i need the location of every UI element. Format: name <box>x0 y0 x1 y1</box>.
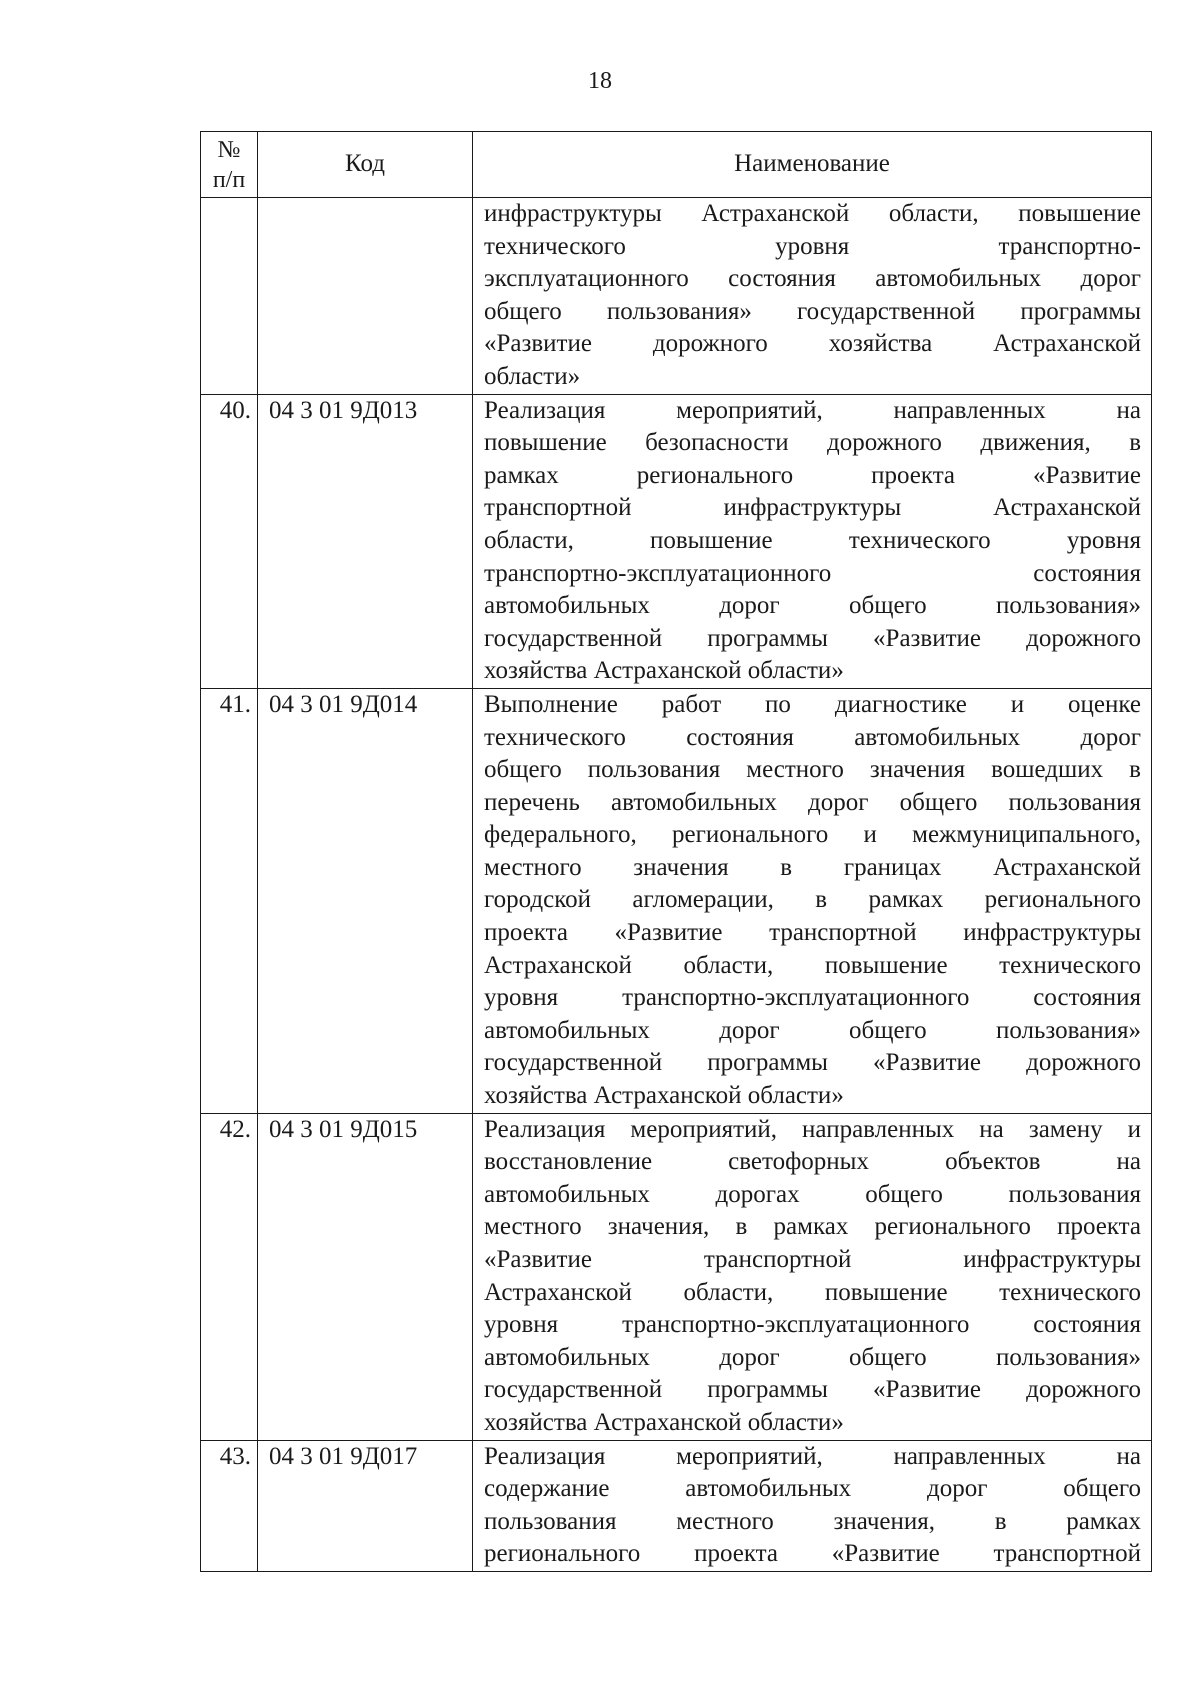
header-code: Код <box>258 132 473 198</box>
name-line: автомобильных дорог общего пользования» <box>484 592 1141 620</box>
table-row <box>201 198 1152 395</box>
name-line: Астраханской области, повышение технического <box>484 951 1141 979</box>
header-name: Наименование <box>473 132 1152 198</box>
name-line: «Развитие дорожного хозяйства Астраханской <box>484 330 1141 358</box>
header-number-symbol: № <box>217 136 241 163</box>
name-line: государственной программы «Развитие дорожного <box>484 1049 1141 1077</box>
name-line: инфраструктуры Астраханской области, повышение <box>484 200 1141 227</box>
name-line: области» <box>484 362 581 390</box>
name-line: транспортной инфраструктуры Астраханской <box>484 494 1141 522</box>
name-line: федерального, регионального и межмуниципального, <box>484 821 1141 849</box>
name-line: содержание автомобильных дорог общего <box>484 1475 1141 1503</box>
name-line: автомобильных дорог общего пользования» <box>484 1343 1141 1371</box>
header-number-abbrev: п/п <box>212 166 246 193</box>
name-line: Реализация мероприятий, направленных на <box>484 396 1141 424</box>
name-line: восстановление светофорных объектов на <box>484 1148 1141 1176</box>
name-line: технического уровня транспортно- <box>484 232 1141 260</box>
row-number <box>201 198 258 395</box>
table-row <box>201 1440 1152 1571</box>
name-line: хозяйства Астраханской области» <box>484 1082 844 1110</box>
name-line: перечень автомобильных дорог общего пользования <box>484 788 1141 816</box>
row-code <box>258 198 473 395</box>
name-line: регионального проекта «Развитие транспортной <box>484 1540 1141 1568</box>
row-number: 42. <box>201 1113 258 1440</box>
budget-classification-table <box>200 131 1152 1572</box>
row-name <box>473 394 1152 688</box>
name-line: Реализация мероприятий, направленных на <box>484 1442 1141 1470</box>
name-line: Астраханской области, повышение технического <box>484 1278 1141 1306</box>
name-line: Выполнение работ по диагностике и оценке <box>484 690 1141 718</box>
name-line: государственной программы «Развитие дорожного <box>484 1376 1141 1404</box>
row-name <box>473 1440 1152 1571</box>
name-line: проекта «Развитие транспортной инфраструктуры <box>484 919 1141 947</box>
row-number: 40. <box>201 394 258 688</box>
name-line: общего пользования местного значения вошедших в <box>484 756 1141 784</box>
header-number <box>201 132 258 198</box>
name-line: хозяйства Астраханской области» <box>484 657 844 685</box>
name-line: общего пользования» государственной программы <box>484 297 1141 325</box>
name-line: городской агломерации, в рамках регионального <box>484 886 1141 914</box>
name-line: автомобильных дорогах общего пользования <box>484 1180 1141 1208</box>
name-line: области, повышение технического уровня <box>484 526 1141 554</box>
table-row <box>201 394 1152 688</box>
name-line: «Развитие транспортной инфраструктуры <box>484 1246 1141 1273</box>
row-name <box>473 198 1152 395</box>
table-row <box>201 1113 1152 1440</box>
name-line: уровня транспортно-эксплуатационного состояния <box>484 984 1141 1012</box>
row-code: 04 3 01 9Д014 <box>258 688 473 1113</box>
table-body <box>201 198 1152 1572</box>
name-line: технического состояния автомобильных дорог <box>484 723 1141 751</box>
name-line: местного значения в границах Астраханской <box>484 853 1141 881</box>
row-code: 04 3 01 9Д015 <box>258 1113 473 1440</box>
row-number: 41. <box>201 688 258 1113</box>
row-name <box>473 1113 1152 1440</box>
name-line: автомобильных дорог общего пользования» <box>484 1016 1141 1044</box>
name-line: транспортно-эксплуатационного состояния <box>484 559 1141 587</box>
row-code: 04 3 01 9Д013 <box>258 394 473 688</box>
name-line: эксплуатационного состояния автомобильных дорог <box>484 265 1141 293</box>
page-number: 18 <box>588 68 612 94</box>
row-code: 04 3 01 9Д017 <box>258 1440 473 1571</box>
name-line: государственной программы «Развитие дорожного <box>484 624 1141 652</box>
name-line: пользования местного значения, в рамках <box>484 1507 1141 1535</box>
name-line: рамках регионального проекта «Развитие <box>484 461 1141 489</box>
name-line: уровня транспортно-эксплуатационного состояния <box>484 1311 1141 1339</box>
table-header-row <box>201 132 1152 198</box>
name-line: Реализация мероприятий, направленных на замену и <box>484 1115 1141 1143</box>
row-number: 43. <box>201 1440 258 1571</box>
table-row <box>201 688 1152 1113</box>
row-name <box>473 688 1152 1113</box>
name-line: хозяйства Астраханской области» <box>484 1408 844 1436</box>
name-line: местного значения, в рамках регионального проекта <box>484 1213 1141 1241</box>
name-line: повышение безопасности дорожного движения, в <box>484 429 1141 457</box>
